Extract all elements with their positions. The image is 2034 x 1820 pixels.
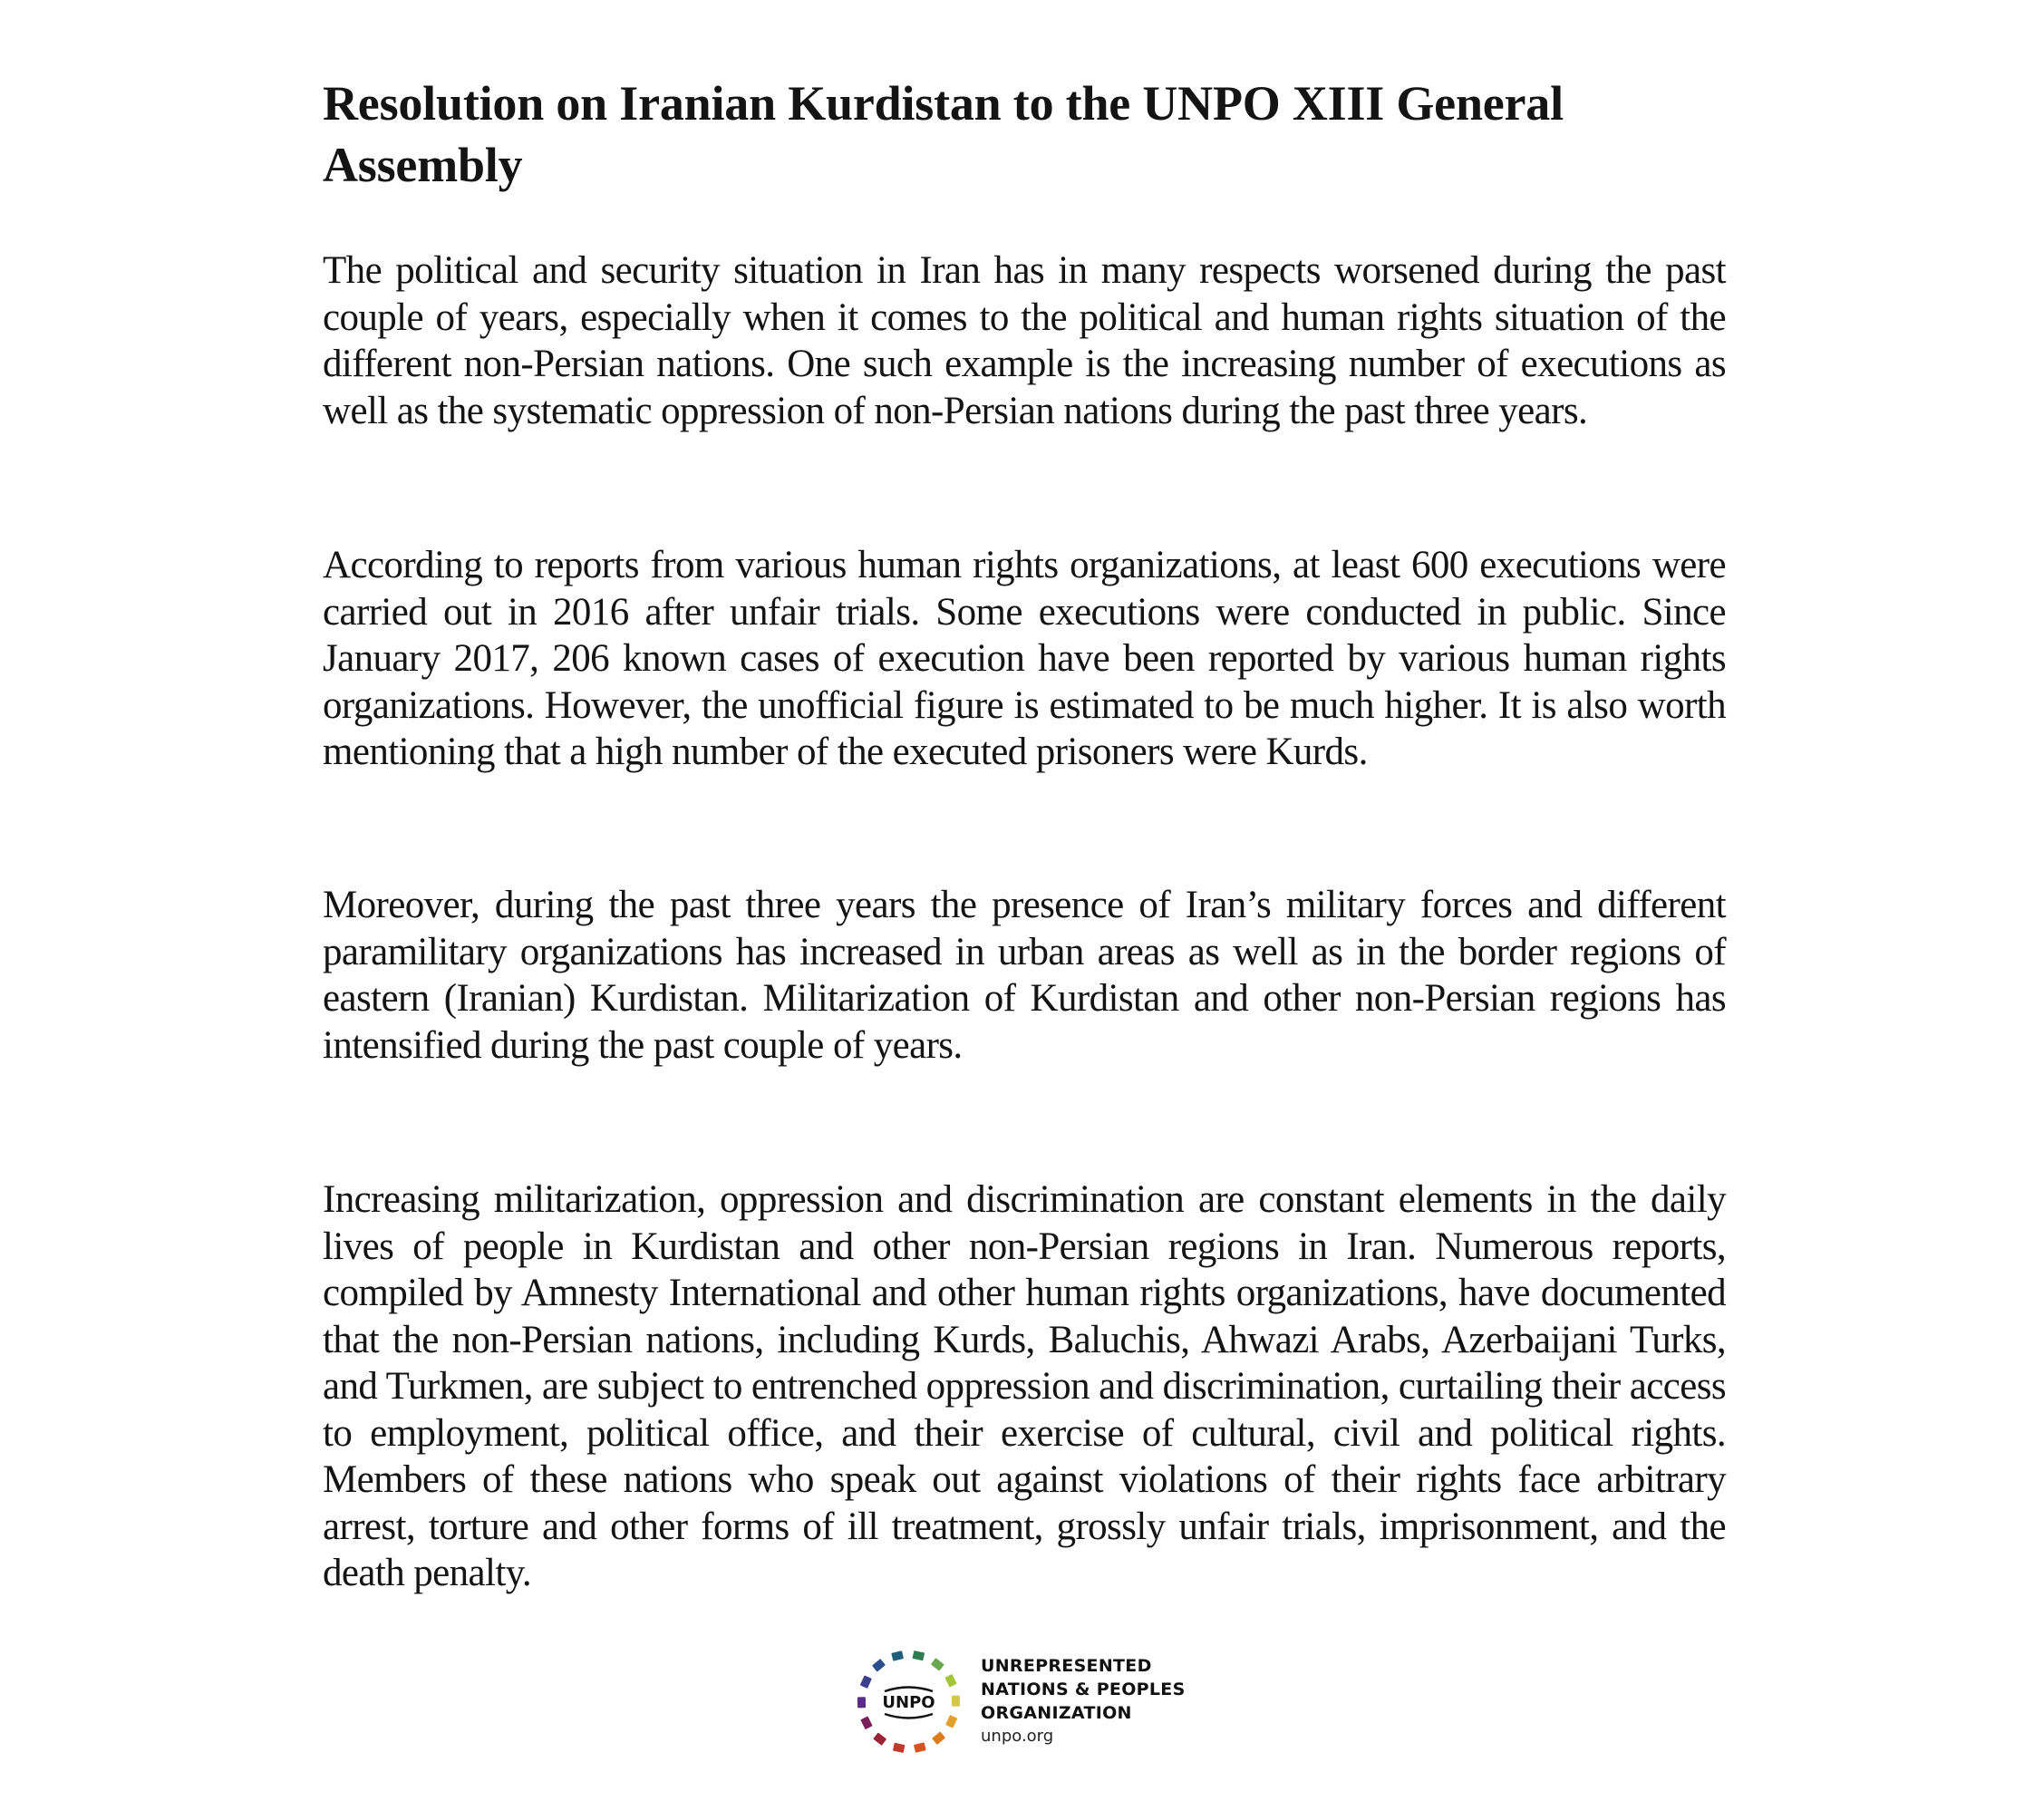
logo-dash xyxy=(944,1674,956,1688)
logo-dash xyxy=(860,1716,872,1729)
unpo-logo-text: UNPO xyxy=(882,1693,935,1712)
org-name-line-2: NATIONS & PEOPLES xyxy=(981,1680,1186,1699)
unpo-footer xyxy=(852,1645,1233,1758)
org-name-line-3: ORGANIZATION xyxy=(981,1703,1132,1723)
logo-dash xyxy=(931,1658,944,1670)
logo-dash xyxy=(872,1659,886,1672)
logo-dash xyxy=(952,1696,960,1707)
paragraph-2: According to reports from various human rights organizations, at least 600 executions were carried out in 2016 after unfair trials. Some executions were conducted in public. Since January 2017, 206 known cases of execution have been reported by various human rights organizations. However, the unofficial figure is estimated to be much higher. It is also worth mentioning that a high number of the executed prisoners were Kurds. xyxy=(323,544,1726,773)
paragraph-4: Increasing militarization, oppression and discrimination are constant elements in the daily lives of people in Kurdistan and other non-Persian regions in Iran. Numerous reports, compiled by Amnesty International and other human rights organizations, have documented that the non-Persian nations, including Kurds, Baluchis, Ahwazi Arabs, Azerbaijani Turks, and Turkmen, are subject to entrenched oppression and discrimination, curtailing their access to employment, political office, and their exercise of cultural, civil and political rights. Members of these nations who speak out against violations of their rights face arbitrary arrest, torture and other forms of ill treatment, grossly unfair trials, imprisonment, and the death penalty. xyxy=(323,1178,1726,1594)
logo-dash xyxy=(891,1651,904,1661)
organization-name xyxy=(981,1654,1186,1725)
document-page xyxy=(323,73,1726,1594)
logo-dash xyxy=(932,1731,945,1745)
document-title: Resolution on Iranian Kurdistan to the UNPO XIII General Assembly xyxy=(323,76,1564,192)
paragraph-3: Moreover, during the past three years the presence of Iran’s military forces and different paramilitary organizations has increased in urban areas as well as in the border regions of eastern (Iranian) Kurdistan. Militarization of Kurdistan and other non-Persian regions has intensified during the past couple of years. xyxy=(323,884,1726,1067)
logo-dash xyxy=(873,1732,886,1745)
organization-url: unpo.org xyxy=(981,1727,1054,1746)
logo-dash xyxy=(893,1743,906,1753)
logo-dash xyxy=(860,1675,872,1689)
logo-dash xyxy=(913,1651,925,1660)
logo-dash xyxy=(914,1742,926,1753)
org-name-line-1: UNREPRESENTED xyxy=(981,1656,1152,1676)
logo-dash xyxy=(945,1715,957,1728)
logo-dash xyxy=(857,1697,866,1708)
paragraph-1: The political and security situation in Iran has in many respects worsened during the past couple of years, especially when it comes to the political and human rights situation of the different non-Persian nations. One such example is the increasing number of executions as well as the systematic oppression of non-Persian nations during the past three years. xyxy=(323,249,1726,432)
unpo-logo-icon xyxy=(852,1645,965,1758)
